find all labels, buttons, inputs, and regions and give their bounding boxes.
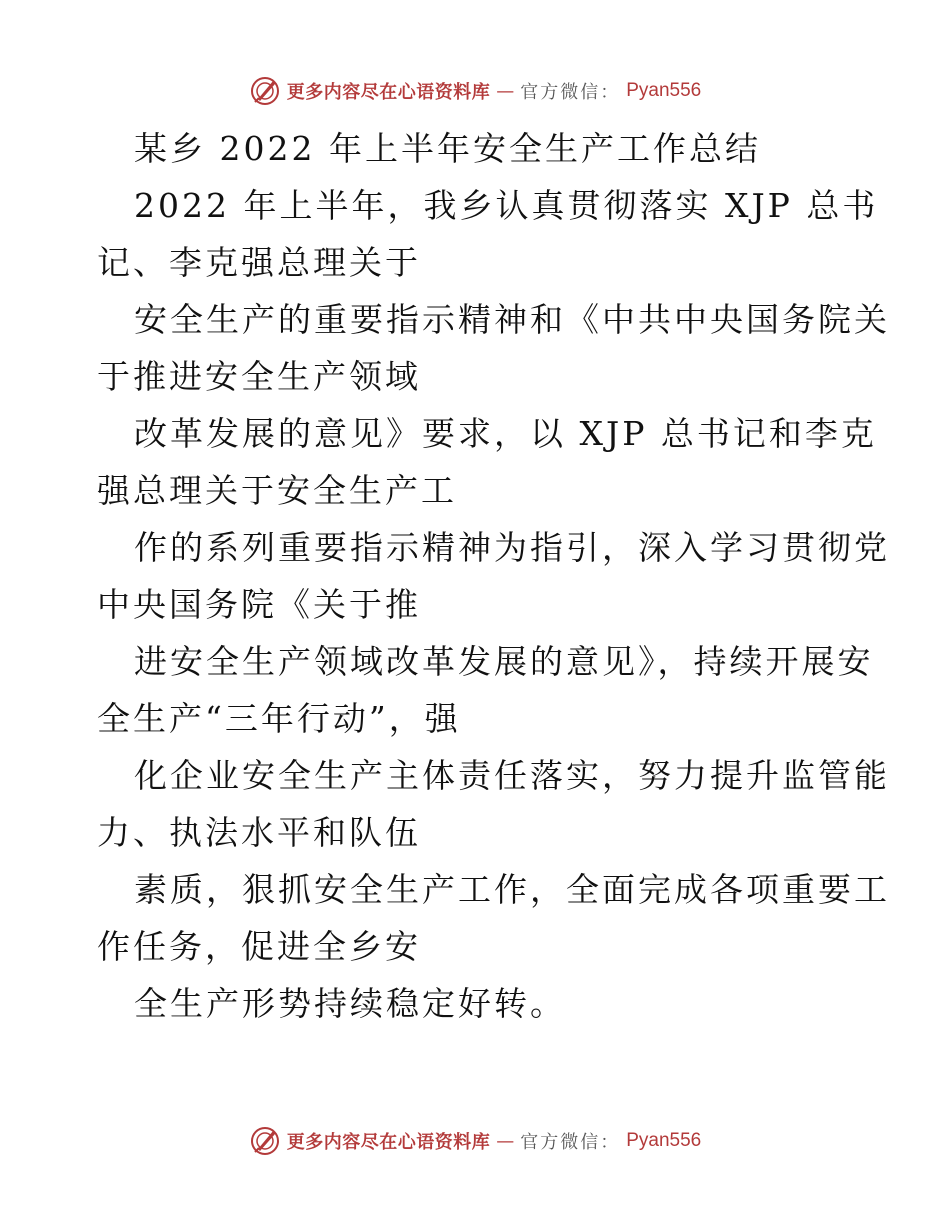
document-title: 某乡 2022 年上半年安全生产工作总结 bbox=[134, 129, 761, 168]
paragraph-line: 作的系列重要指示精神为指引，深入学习贯彻党 bbox=[134, 528, 890, 567]
header-watermark bbox=[0, 71, 950, 111]
paragraph-line: 作任务，促进全乡安 bbox=[97, 927, 421, 966]
document-body bbox=[97, 120, 890, 1032]
paragraph-line: 安全生产的重要指示精神和《中共中央国务院关 bbox=[134, 300, 890, 339]
paragraph-line: 进安全生产领域改革发展的意见》，持续开展安 bbox=[134, 642, 874, 681]
watermark-dash: — bbox=[496, 1130, 515, 1152]
paragraph-line: 素质，狠抓安全生产工作，全面完成各项重要工 bbox=[134, 870, 890, 909]
paragraph-line: 2022 年上半年，我乡认真贯彻落实 XJP 总书 bbox=[134, 186, 879, 225]
footer-watermark bbox=[0, 1121, 950, 1161]
quill-pen-seal-icon bbox=[249, 1125, 281, 1157]
watermark-main-text: 更多内容尽在心语资料库 bbox=[286, 1132, 491, 1153]
watermark-official-label: 官方微信： bbox=[520, 82, 621, 103]
watermark-official-label: 官方微信： bbox=[520, 1132, 621, 1153]
paragraph-line: 化企业安全生产主体责任落实，努力提升监管能 bbox=[134, 756, 890, 795]
paragraph-line: 强总理关于安全生产工 bbox=[97, 471, 457, 510]
watermark-main-text: 更多内容尽在心语资料库 bbox=[286, 82, 491, 103]
paragraph-line: 改革发展的意见》要求，以 XJP 总书记和李克 bbox=[134, 414, 877, 453]
paragraph-line: 全生产形势持续稳定好转。 bbox=[134, 984, 566, 1023]
paragraph-line: 记、李克强总理关于 bbox=[97, 243, 421, 282]
paragraph-line: 中央国务院《关于推 bbox=[97, 585, 421, 624]
paragraph-line: 于推进安全生产领域 bbox=[97, 357, 421, 396]
watermark-wechat-id: Pyan556 bbox=[626, 1130, 702, 1151]
watermark-dash: — bbox=[496, 80, 515, 102]
watermark-wechat-id: Pyan556 bbox=[626, 80, 702, 101]
paragraph-line: 力、执法水平和队伍 bbox=[97, 813, 421, 852]
paragraph-line: 全生产“三年行动”，强 bbox=[97, 699, 461, 738]
quill-pen-seal-icon bbox=[249, 75, 281, 107]
